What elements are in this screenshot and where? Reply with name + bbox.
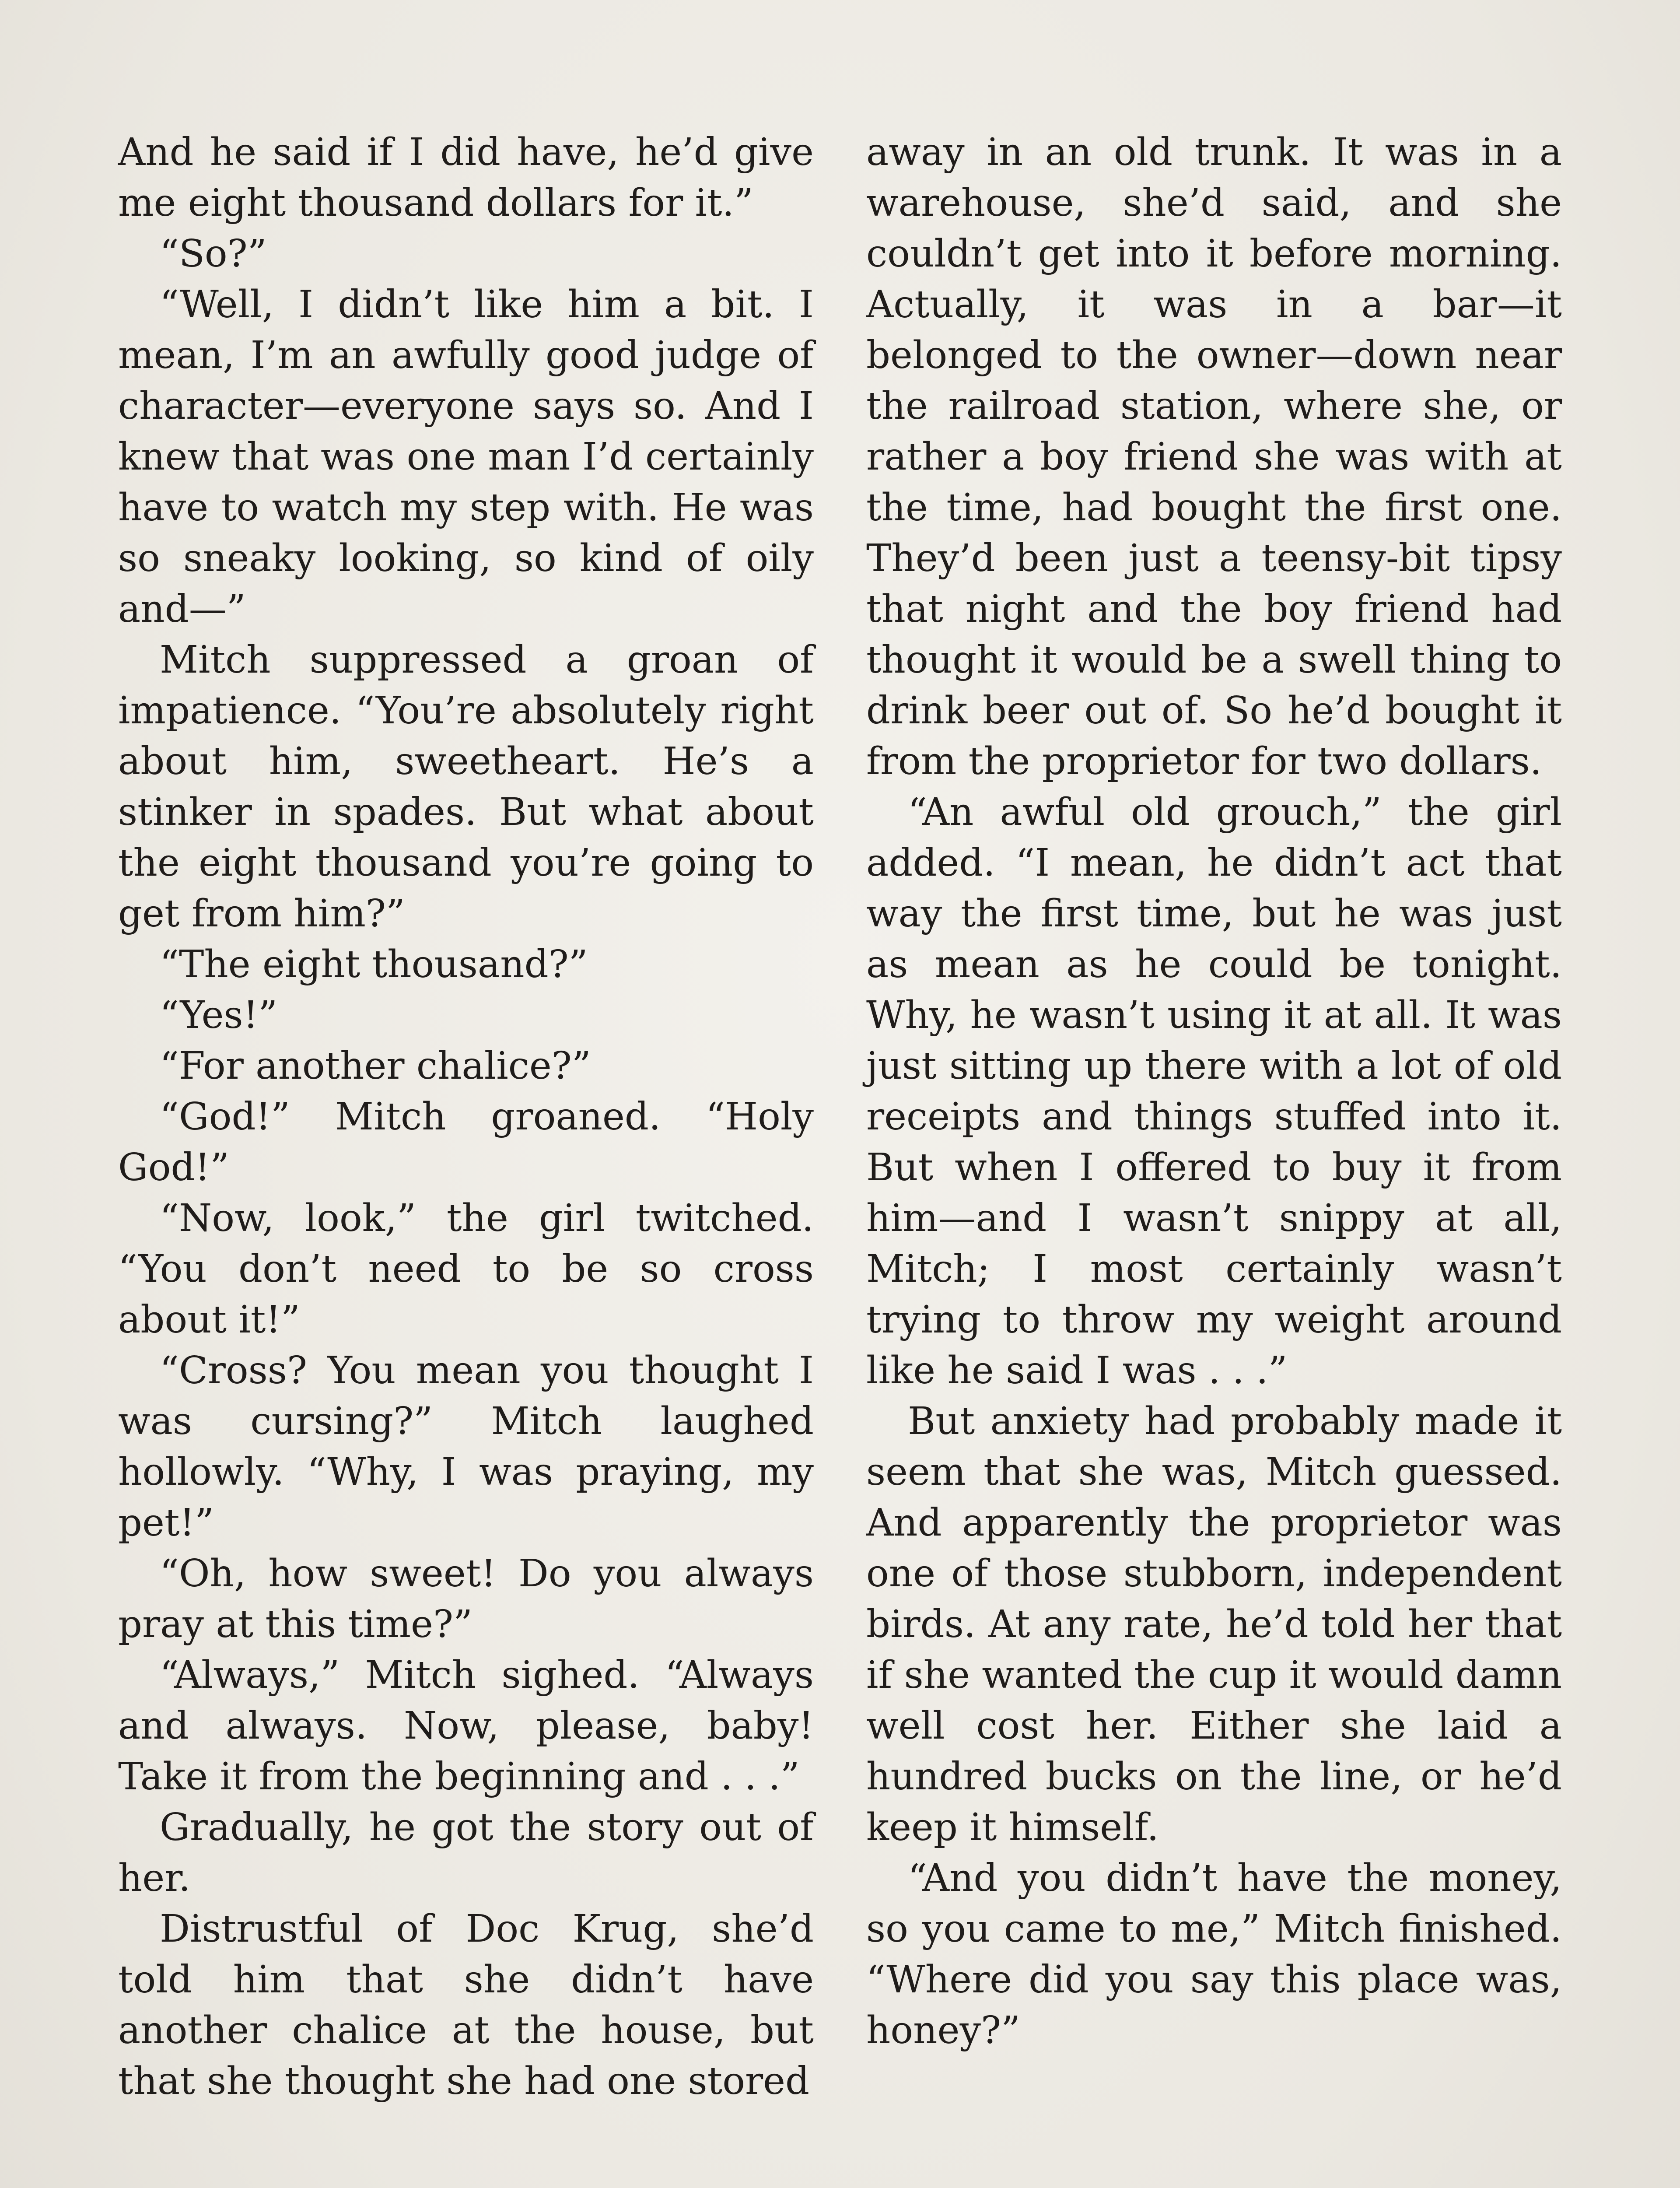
paragraph: “So?” — [160, 232, 267, 276]
paragraph: “God!” Mitch groaned. “Holy God!” — [118, 1095, 814, 1189]
paragraph: And he said if I did have, he’d give me eight thousand dollars for it.” — [118, 130, 814, 225]
paragraph: “Oh, how sweet! Do you always pray at this time?” — [118, 1552, 814, 1646]
paragraph: But anxiety had probably made it seem that she was, Mitch guessed. And apparently the proprietor was one of those stubborn, independent birds. At any rate, he’d told her that if she wanted the cup it would damn well cost her. Either she laid a hundred bucks on the line, or he’d keep it himself. — [866, 1399, 1562, 1849]
paragraph: “Well, I didn’t like him a bit. I mean, I’m an awfully good judge of character—everyone says so. And I knew that was one man I’d certainly have to watch my step with. He was so sneaky looking, so kind of oily and—” — [118, 283, 814, 631]
paragraph: “Always,” Mitch sighed. “Always and always. Now, please, baby! Take it from the beginning and . . .” — [118, 1653, 814, 1799]
paragraph: Distrustful of Doc Krug, she’d told him that she didn’t have another chalice at the house, but that she thought she had one stored — [118, 1907, 814, 2103]
paragraph: “And you didn’t have the money, so you came to me,” Mitch finished. “Where did you say this place was, honey?” — [866, 1856, 1562, 2052]
paragraph: “The eight thousand?” — [160, 943, 588, 986]
paragraph: Gradually, he got the story out of her. — [118, 1806, 814, 1900]
right-text-column — [866, 127, 1562, 2056]
paragraph: Mitch suppressed a groan of impatience. “You’re absolutely right about him, sweetheart. He’s a stinker in spades. But what about the eight thousand you’re going to get from him?” — [118, 638, 814, 936]
left-text-column — [118, 127, 814, 2107]
paragraph: “An awful old grouch,” the girl added. “I mean, he didn’t act that way the first time, but he was just as mean as he could be tonight. Why, he wasn’t using it at all. It was just sitting up there with a lot of old receipts and things stuffed into it. But when I offered to buy it from him—and I wasn’t snippy at all, Mitch; I most certainly wasn’t trying to throw my weight around like he said I was . . .” — [866, 790, 1562, 1392]
paragraph: “Yes!” — [160, 993, 278, 1037]
paragraph: away in an old trunk. It was in a warehouse, she’d said, and she couldn’t get into it before morning. Actually, it was in a bar—it belonged to the owner—down near the railroad station, where she, or rather a boy friend she was with at the time, had bought the first one. They’d been just a teensy-bit tipsy that night and the boy friend had thought it would be a swell thing to drink beer out of. So he’d bought it from the proprietor for two dollars. — [866, 130, 1562, 783]
paragraph: “Now, look,” the girl twitched. “You don’t need to be so cross about it!” — [118, 1196, 814, 1342]
paragraph: “For another chalice?” — [160, 1044, 591, 1088]
paragraph: “Cross? You mean you thought I was cursing?” Mitch laughed hollowly. “Why, I was praying, my pet!” — [118, 1349, 814, 1545]
